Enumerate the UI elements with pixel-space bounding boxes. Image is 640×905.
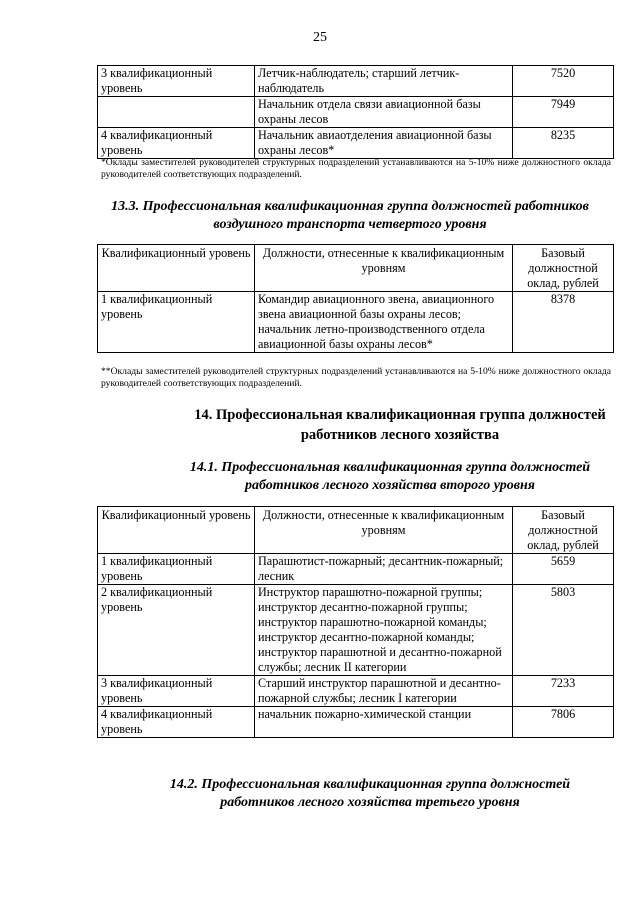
section-14-2-title-line1: 14.2. Профессиональная квалификационная группа должностей xyxy=(169,777,571,792)
page-number: 25 xyxy=(313,30,327,45)
salary-cell: 8235 xyxy=(513,128,614,159)
level-cell: 2 квалификационный уровень xyxy=(98,585,255,676)
footnote-1: *Оклады заместителей руководителей структурных подразделений устанавливаются на 5-10% ниже должностного оклада руководителей соответствующих подразделений. xyxy=(101,157,611,180)
level-cell: 4 квалификационный уровень xyxy=(98,707,255,738)
table-aviation-fourth-level xyxy=(97,244,614,353)
table-forestry-second-level xyxy=(97,506,614,738)
section-14-1-title-line1: 14.1. Профессиональная квалификационная группа должностей xyxy=(189,460,591,475)
header-positions: Должности, отнесенные к квалификационным уровням xyxy=(255,245,513,292)
section-13-3-title-line1: 13.3. Профессиональная квалификационная группа должностей работников xyxy=(111,199,589,214)
salary-cell: 7806 xyxy=(513,707,614,738)
section-14-1-title-line2: работников лесного хозяйства второго уровня xyxy=(244,478,536,493)
positions-cell: Начальник отдела связи авиационной базы охраны лесов xyxy=(255,97,513,128)
table-aviation-third-level-continued xyxy=(97,65,614,159)
header-level: Квалификационный уровень xyxy=(98,245,255,292)
positions-cell: Старший инструктор парашютной и десантно-пожарной службы; лесник I категории xyxy=(255,676,513,707)
level-cell: 1 квалификационный уровень xyxy=(98,292,255,353)
table-row xyxy=(98,676,614,707)
table-row xyxy=(98,585,614,676)
salary-cell: 5803 xyxy=(513,585,614,676)
header-level: Квалификационный уровень xyxy=(98,507,255,554)
salary-cell: 7520 xyxy=(513,66,614,97)
level-cell: 3 квалификационный уровень xyxy=(98,676,255,707)
positions-cell: Командир авиационного звена, авиационного звена авиационной базы охраны лесов; начальник летно-производственного отдела авиационной базы охраны лесов* xyxy=(255,292,513,353)
table-row xyxy=(98,292,614,353)
positions-cell: Парашютист-пожарный; десантник-пожарный; лесник xyxy=(255,554,513,585)
positions-cell: начальник пожарно-химической станции xyxy=(255,707,513,738)
table-row xyxy=(98,707,614,738)
header-salary: Базовый должностной оклад, рублей xyxy=(513,245,614,292)
header-positions: Должности, отнесенные к квалификационным уровням xyxy=(255,507,513,554)
positions-cell: Начальник авиаотделения авиационной базы охраны лесов* xyxy=(255,128,513,159)
table-row xyxy=(98,66,614,97)
level-cell: 3 квалификационный уровень xyxy=(98,66,255,97)
salary-cell: 8378 xyxy=(513,292,614,353)
salary-cell: 5659 xyxy=(513,554,614,585)
table-header-row xyxy=(98,245,614,292)
table-row xyxy=(98,128,614,159)
salary-cell: 7949 xyxy=(513,97,614,128)
header-salary: Базовый должностной оклад, рублей xyxy=(513,507,614,554)
table-header-row xyxy=(98,507,614,554)
salary-cell: 7233 xyxy=(513,676,614,707)
section-14-2-title-line2: работников лесного хозяйства третьего уровня xyxy=(220,795,520,810)
footnote-2: **Оклады заместителей руководителей структурных подразделений устанавливаются на 5-10% ниже должностного оклада руководителей соответствующих подразделений. xyxy=(101,366,611,389)
table-row xyxy=(98,554,614,585)
level-cell: 1 квалификационный уровень xyxy=(98,554,255,585)
section-14-title-line2: работников лесного хозяйства xyxy=(300,427,500,443)
level-cell: 4 квалификационный уровень xyxy=(98,128,255,159)
level-cell xyxy=(98,97,255,128)
table-row xyxy=(98,97,614,128)
section-13-3-title-line2: воздушного транспорта четвертого уровня xyxy=(213,217,487,232)
section-14-title-line1: 14. Профессиональная квалификационная группа должностей xyxy=(194,407,606,423)
positions-cell: Инструктор парашютно-пожарной группы; инструктор десантно-пожарной группы; инструктор парашютно-пожарной команды; инструктор десантно-пожарной команды; инструктор парашютной и десантно-пожарной службы; лесник II категории xyxy=(255,585,513,676)
positions-cell: Летчик-наблюдатель; старший летчик-наблюдатель xyxy=(255,66,513,97)
